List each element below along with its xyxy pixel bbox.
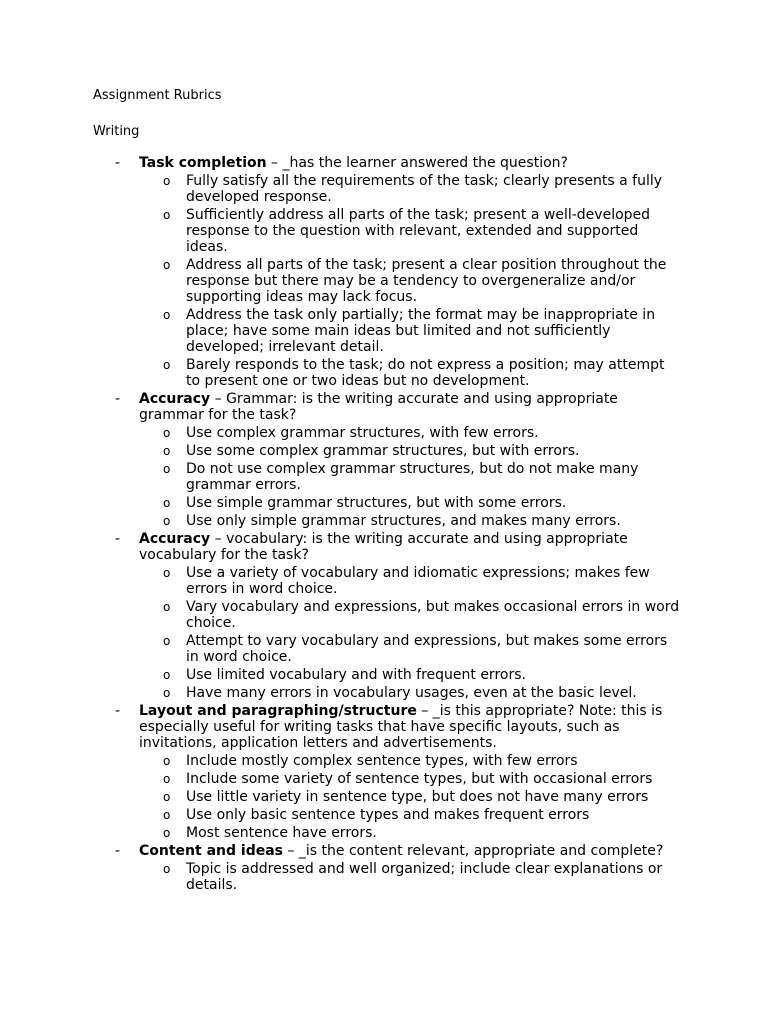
circle-bullet-icon: o [163, 174, 171, 188]
level-item [163, 513, 682, 529]
level-text: Address all parts of the task; present a clear position throughout the response but there may be a tendency to overgeneralize and/or supporting ideas may lack focus. [186, 257, 667, 305]
circle-bullet-icon: o [163, 208, 171, 222]
level-list [139, 425, 679, 529]
level-item [163, 771, 682, 787]
level-list [139, 173, 679, 389]
circle-bullet-icon: o [163, 754, 171, 768]
level-text: Do not use complex grammar structures, but do not make many grammar errors. [186, 461, 639, 493]
level-text: Have many errors in vocabulary usages, even at the basic level. [186, 685, 637, 701]
criterion-item [0, 843, 679, 893]
level-item [163, 789, 682, 805]
level-text: Use only basic sentence types and makes frequent errors [186, 807, 590, 823]
level-item [163, 461, 682, 493]
level-text: Fully satisfy all the requirements of the task; clearly presents a fully developed response. [186, 173, 663, 205]
criterion-item [0, 531, 679, 701]
level-item [163, 565, 682, 597]
circle-bullet-icon: o [163, 790, 171, 804]
level-text: Address the task only partially; the format may be inappropriate in place; have some main ideas but limited and not sufficiently developed; irrelevant detail. [186, 307, 656, 355]
dash-bullet-icon: - [115, 703, 121, 719]
level-text: Include mostly complex sentence types, with few errors [186, 753, 578, 769]
circle-bullet-icon: o [163, 808, 171, 822]
level-item [163, 173, 682, 205]
circle-bullet-icon: o [163, 426, 171, 440]
level-item [163, 753, 682, 769]
level-item [163, 357, 682, 389]
section-heading: Writing [93, 124, 140, 139]
circle-bullet-icon: o [163, 258, 171, 272]
level-text: Use complex grammar structures, with few errors. [186, 425, 539, 441]
level-list [139, 565, 679, 701]
level-item [163, 443, 682, 459]
criterion-item [0, 703, 679, 841]
level-text: Topic is addressed and well organized; include clear explanations or details. [186, 861, 663, 893]
circle-bullet-icon: o [163, 496, 171, 510]
criterion-heading [139, 391, 679, 423]
document-title: Assignment Rubrics [93, 88, 222, 103]
dash-bullet-icon: - [115, 843, 121, 859]
level-item [163, 425, 682, 441]
level-list [139, 861, 679, 893]
level-list [139, 753, 679, 841]
criterion-question: – Grammar: is the writing accurate and using appropriate grammar for the task? [139, 391, 618, 423]
circle-bullet-icon: o [163, 308, 171, 322]
criterion-heading [139, 531, 679, 563]
level-text: Most sentence have errors. [186, 825, 377, 841]
level-item [163, 495, 682, 511]
criterion-name: Content and ideas [139, 843, 283, 859]
dash-bullet-icon: - [115, 155, 121, 171]
level-item [163, 307, 682, 355]
level-item [163, 825, 682, 841]
criterion-name: Accuracy [139, 391, 211, 407]
criterion-question: – vocabulary: is the writing accurate and using appropriate vocabulary for the task? [139, 531, 628, 563]
criterion-item [0, 155, 679, 389]
criterion-heading [139, 155, 679, 171]
level-text: Sufficiently address all parts of the task; present a well-developed response to the question with relevant, extended and supported ideas. [186, 207, 651, 255]
criterion-name: Layout and paragraphing/structure [139, 703, 417, 719]
criterion-item [0, 391, 679, 529]
criterion-name: Task completion [139, 155, 267, 171]
level-item [163, 861, 682, 893]
circle-bullet-icon: o [163, 358, 171, 372]
level-item [163, 667, 682, 683]
dash-bullet-icon: - [115, 531, 121, 547]
criterion-question: – _is the content relevant, appropriate and complete? [283, 843, 664, 859]
criterion-name: Accuracy [139, 531, 211, 547]
circle-bullet-icon: o [163, 514, 171, 528]
criterion-heading [139, 703, 679, 751]
level-item [163, 685, 682, 701]
criteria-list [0, 155, 768, 893]
level-text: Barely responds to the task; do not express a position; may attempt to present one or two ideas but no development. [186, 357, 665, 389]
level-item [163, 633, 682, 665]
level-item [163, 257, 682, 305]
level-text: Use some complex grammar structures, but with errors. [186, 443, 580, 459]
circle-bullet-icon: o [163, 826, 171, 840]
circle-bullet-icon: o [163, 566, 171, 580]
level-text: Use limited vocabulary and with frequent errors. [186, 667, 526, 683]
level-item [163, 207, 682, 255]
level-text: Use a variety of vocabulary and idiomatic expressions; makes few errors in word choice. [186, 565, 650, 597]
circle-bullet-icon: o [163, 600, 171, 614]
circle-bullet-icon: o [163, 634, 171, 648]
level-text: Use only simple grammar structures, and makes many errors. [186, 513, 621, 529]
level-text: Use little variety in sentence type, but does not have many errors [186, 789, 649, 805]
dash-bullet-icon: - [115, 391, 121, 407]
circle-bullet-icon: o [163, 772, 171, 786]
level-text: Vary vocabulary and expressions, but makes occasional errors in word choice. [186, 599, 680, 631]
criterion-question: – _has the learner answered the question? [266, 155, 568, 171]
level-text: Attempt to vary vocabulary and expressions, but makes some errors in word choice. [186, 633, 668, 665]
circle-bullet-icon: o [163, 462, 171, 476]
circle-bullet-icon: o [163, 668, 171, 682]
level-item [163, 807, 682, 823]
circle-bullet-icon: o [163, 444, 171, 458]
circle-bullet-icon: o [163, 862, 171, 876]
level-item [163, 599, 682, 631]
level-text: Use simple grammar structures, but with some errors. [186, 495, 567, 511]
level-text: Include some variety of sentence types, but with occasional errors [186, 771, 653, 787]
circle-bullet-icon: o [163, 686, 171, 700]
criterion-question: – _is this appropriate? Note: this is especially useful for writing tasks that have specific layouts, such as invitations, application letters and advertisements. [139, 703, 663, 751]
criterion-heading [139, 843, 679, 859]
